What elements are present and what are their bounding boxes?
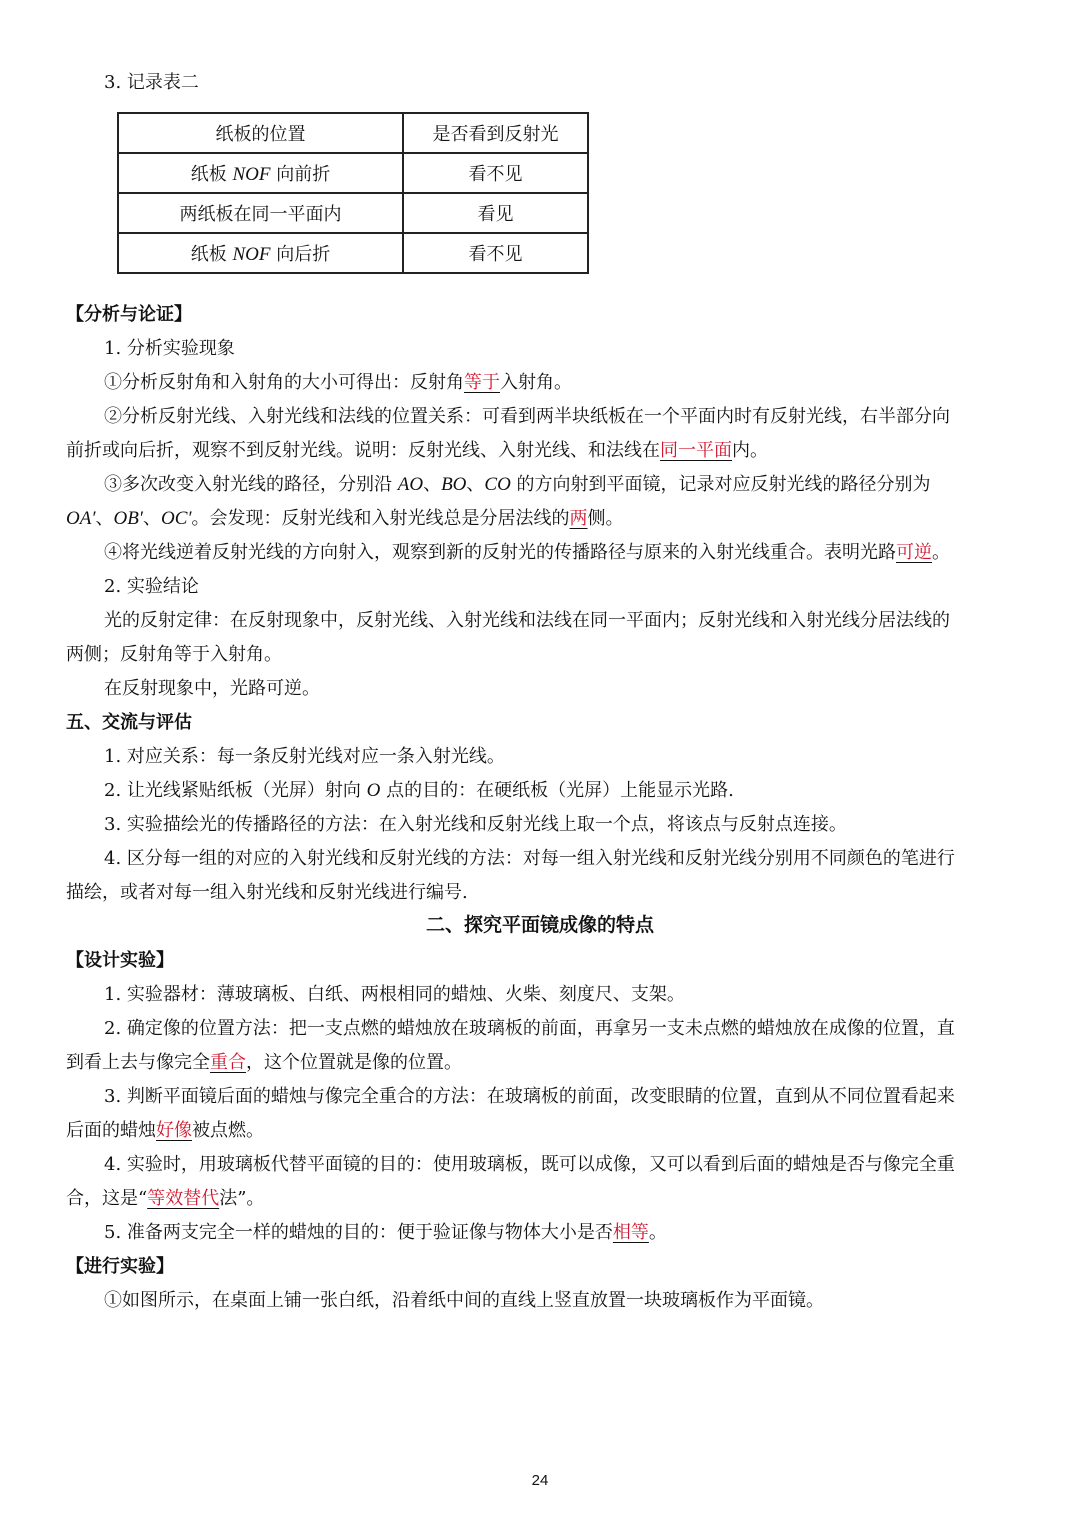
table-row <box>118 233 588 273</box>
table-cell: 看不见 <box>403 233 588 273</box>
design-item4b: 合，这是“等效替代法”。 <box>66 1188 265 1209</box>
design-item4a: 4. 实验时，用玻璃板代替平面镜的目的：使用玻璃板，既可以成像，又可以看到后面的蜡烛是否与像完全重 <box>104 1154 955 1175</box>
table-row <box>118 153 588 193</box>
analysis-p3b: OA′、OB′、OC′。会发现：反射光线和入射光线总是分居法线的两侧。 <box>66 508 624 529</box>
exchange-heading: 五、交流与评估 <box>66 712 192 733</box>
table-cell: 看不见 <box>403 153 588 193</box>
page-number: 24 <box>531 1472 549 1489</box>
answer-blank: 重合 <box>210 1052 246 1073</box>
analysis-p4: ④将光线逆着反射光线的方向射入，观察到新的反射光的传播路径与原来的入射光线重合。表明光路可逆。 <box>104 542 950 563</box>
table-header-cell: 纸板的位置 <box>118 113 403 153</box>
analysis-p3a: ③多次改变入射光线的路径，分别沿 AO、BO、CO 的方向射到平面镜，记录对应反射光线的路径分别为 <box>104 474 931 495</box>
answer-blank: 可逆 <box>896 542 932 563</box>
answer-blank: 两 <box>569 508 588 529</box>
table-cell: 两纸板在同一平面内 <box>118 193 403 233</box>
exchange-item4b: 描绘，或者对每一组入射光线和反射光线进行编号. <box>66 882 468 903</box>
exchange-item1: 1. 对应关系：每一条反射光线对应一条入射光线。 <box>104 746 505 767</box>
design-item5: 5. 准备两支完全一样的蜡烛的目的：便于验证像与物体大小是否相等。 <box>104 1222 667 1243</box>
table-cell: 纸板 NOF 向前折 <box>118 153 403 193</box>
conclusion-line3: 在反射现象中，光路可逆。 <box>104 678 320 699</box>
table-cell: 纸板 NOF 向后折 <box>118 233 403 273</box>
answer-blank: 好像 <box>156 1120 192 1141</box>
proceed-heading: 【进行实验】 <box>66 1256 174 1277</box>
analysis-heading: 【分析与论证】 <box>66 304 192 325</box>
answer-blank: 同一平面 <box>660 440 732 461</box>
exchange-item4a: 4. 区分每一组的对应的入射光线和反射光线的方法：对每一组入射光线和反射光线分别用不同颜色的笔进行 <box>104 848 955 869</box>
table-header-cell: 是否看到反射光 <box>403 113 588 153</box>
design-item3b: 后面的蜡烛好像被点燃。 <box>66 1120 264 1141</box>
design-heading: 【设计实验】 <box>66 950 174 971</box>
exchange-item3: 3. 实验描绘光的传播路径的方法：在入射光线和反射光线上取一个点，将该点与反射点连接。 <box>104 814 847 835</box>
analysis-p2a: ②分析反射光线、入射光线和法线的位置关系：可看到两半块纸板在一个平面内时有反射光线，右半部分向 <box>104 406 950 427</box>
exchange-item2: 2. 让光线紧贴纸板（光屏）射向 O 点的目的：在硬纸板（光屏）上能显示光路. <box>104 780 734 801</box>
analysis-sub1: 1. 分析实验现象 <box>104 338 235 359</box>
analysis-sub2: 2. 实验结论 <box>104 576 199 597</box>
answer-blank: 相等 <box>612 1222 649 1243</box>
design-item2b: 到看上去与像完全重合，这个位置就是像的位置。 <box>66 1052 462 1073</box>
record-table <box>117 112 589 274</box>
section-title: 二、探究平面镜成像的特点 <box>425 914 654 936</box>
design-item3a: 3. 判断平面镜后面的蜡烛与像完全重合的方法：在玻璃板的前面，改变眼睛的位置，直到从不同位置看起来 <box>104 1086 955 1107</box>
proceed-item1: ①如图所示，在桌面上铺一张白纸，沿着纸中间的直线上竖直放置一块玻璃板作为平面镜。 <box>104 1290 824 1311</box>
table-title: 3. 记录表二 <box>104 72 199 93</box>
answer-blank: 等于 <box>464 372 500 393</box>
table-row <box>118 193 588 233</box>
table-header-row <box>118 113 588 153</box>
design-item2a: 2. 确定像的位置方法：把一支点燃的蜡烛放在玻璃板的前面，再拿另一支未点燃的蜡烛放在成像的位置，直 <box>104 1018 955 1039</box>
analysis-p2b: 前折或向后折，观察不到反射光线。说明：反射光线、入射光线、和法线在同一平面内。 <box>66 440 768 461</box>
conclusion-line1: 光的反射定律：在反射现象中，反射光线、入射光线和法线在同一平面内；反射光线和入射光线分居法线的 <box>104 610 950 631</box>
table-cell: 看见 <box>403 193 588 233</box>
design-item1: 1. 实验器材：薄玻璃板、白纸、两根相同的蜡烛、火柴、刻度尺、支架。 <box>104 984 685 1005</box>
analysis-p1: ①分析反射角和入射角的大小可得出：反射角等于入射角。 <box>104 372 572 393</box>
conclusion-line2: 两侧；反射角等于入射角。 <box>66 644 282 665</box>
answer-blank: 等效替代 <box>147 1188 220 1209</box>
